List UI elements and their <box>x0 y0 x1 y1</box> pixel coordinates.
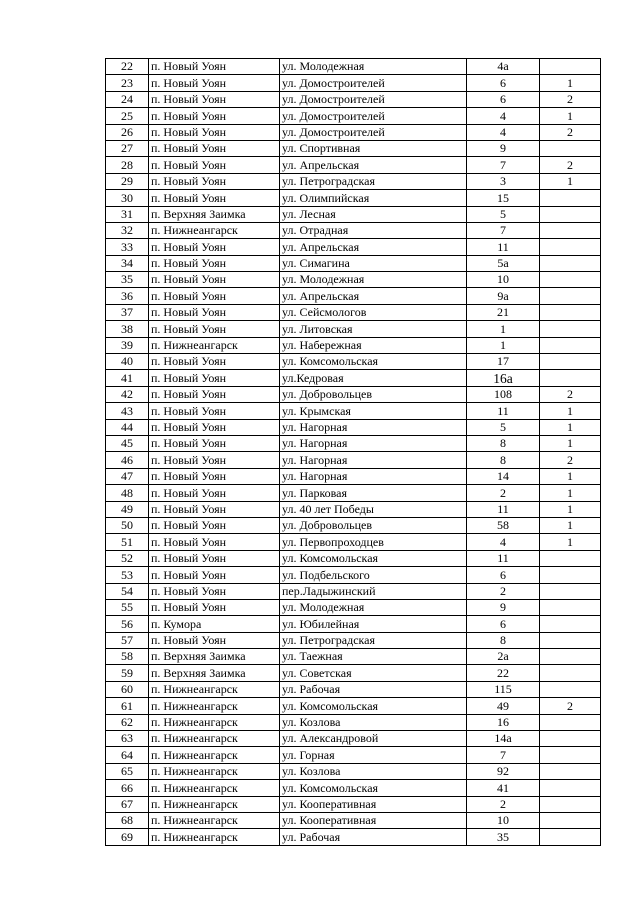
table-row <box>106 812 601 828</box>
extra-number-cell <box>540 681 601 697</box>
settlement-cell: п. Новый Уоян <box>149 173 280 189</box>
house-number-cell: 35 <box>467 829 540 845</box>
house-number-cell: 4 <box>467 534 540 550</box>
settlement-cell: п. Нижнеангарск <box>149 796 280 812</box>
extra-number-cell: 1 <box>540 403 601 419</box>
table-row <box>106 583 601 599</box>
street-cell: ул. Козлова <box>280 714 467 730</box>
table-row <box>106 599 601 615</box>
house-number-cell: 6 <box>467 616 540 632</box>
street-cell: ул. Молодежная <box>280 59 467 75</box>
row-number-cell: 31 <box>106 206 149 222</box>
table-row <box>106 370 601 386</box>
extra-number-cell <box>540 780 601 796</box>
house-number-cell: 3 <box>467 173 540 189</box>
row-number-cell: 67 <box>106 796 149 812</box>
address-table <box>105 58 601 846</box>
table-row <box>106 632 601 648</box>
extra-number-cell: 2 <box>540 157 601 173</box>
settlement-cell: п. Новый Уоян <box>149 157 280 173</box>
row-number-cell: 37 <box>106 304 149 320</box>
street-cell: ул. Таежная <box>280 649 467 665</box>
row-number-cell: 38 <box>106 321 149 337</box>
extra-number-cell: 1 <box>540 108 601 124</box>
table-row <box>106 321 601 337</box>
row-number-cell: 52 <box>106 550 149 566</box>
extra-number-cell <box>540 337 601 353</box>
street-cell: ул. Комсомольская <box>280 354 467 370</box>
settlement-cell: п. Нижнеангарск <box>149 714 280 730</box>
house-number-cell: 4 <box>467 124 540 140</box>
extra-number-cell: 1 <box>540 173 601 189</box>
extra-number-cell <box>540 731 601 747</box>
table-row <box>106 681 601 697</box>
extra-number-cell <box>540 304 601 320</box>
table-row <box>106 419 601 435</box>
street-cell: ул. Молодежная <box>280 272 467 288</box>
street-cell: ул. Добровольцев <box>280 517 467 533</box>
street-cell: ул. Советская <box>280 665 467 681</box>
settlement-cell: п. Нижнеангарск <box>149 222 280 238</box>
table-row <box>106 780 601 796</box>
settlement-cell: п. Новый Уоян <box>149 567 280 583</box>
extra-number-cell: 1 <box>540 501 601 517</box>
row-number-cell: 29 <box>106 173 149 189</box>
settlement-cell: п. Новый Уоян <box>149 255 280 271</box>
table-row <box>106 108 601 124</box>
street-cell: ул. Сейсмологов <box>280 304 467 320</box>
extra-number-cell <box>540 206 601 222</box>
extra-number-cell <box>540 370 601 386</box>
table-row <box>106 403 601 419</box>
house-number-cell: 6 <box>467 567 540 583</box>
row-number-cell: 22 <box>106 59 149 75</box>
extra-number-cell: 1 <box>540 517 601 533</box>
extra-number-cell <box>540 550 601 566</box>
street-cell: ул. Рабочая <box>280 681 467 697</box>
street-cell: ул. Молодежная <box>280 599 467 615</box>
house-number-cell: 11 <box>467 239 540 255</box>
table-row <box>106 452 601 468</box>
table-row <box>106 714 601 730</box>
settlement-cell: п. Новый Уоян <box>149 304 280 320</box>
house-number-cell: 1 <box>467 321 540 337</box>
house-number-cell: 16 <box>467 714 540 730</box>
extra-number-cell <box>540 649 601 665</box>
street-cell: ул. Апрельская <box>280 157 467 173</box>
house-number-cell: 92 <box>467 763 540 779</box>
table-body <box>106 59 601 846</box>
settlement-cell: п. Новый Уоян <box>149 59 280 75</box>
street-cell: ул. Спортивная <box>280 140 467 156</box>
extra-number-cell <box>540 59 601 75</box>
row-number-cell: 33 <box>106 239 149 255</box>
settlement-cell: п. Новый Уоян <box>149 550 280 566</box>
extra-number-cell: 2 <box>540 698 601 714</box>
table-row <box>106 288 601 304</box>
house-number-cell: 15 <box>467 190 540 206</box>
house-number-cell: 22 <box>467 665 540 681</box>
settlement-cell: п. Нижнеангарск <box>149 829 280 845</box>
row-number-cell: 26 <box>106 124 149 140</box>
settlement-cell: п. Новый Уоян <box>149 272 280 288</box>
table-row <box>106 731 601 747</box>
table-row <box>106 91 601 107</box>
table-row <box>106 665 601 681</box>
house-number-cell: 10 <box>467 812 540 828</box>
street-cell: ул.Кедровая <box>280 370 467 386</box>
extra-number-cell <box>540 239 601 255</box>
house-number-cell: 10 <box>467 272 540 288</box>
settlement-cell: п. Новый Уоян <box>149 386 280 402</box>
house-number-cell: 21 <box>467 304 540 320</box>
house-number-cell: 11 <box>467 403 540 419</box>
table-row <box>106 75 601 91</box>
table-row <box>106 616 601 632</box>
settlement-cell: п. Новый Уоян <box>149 321 280 337</box>
extra-number-cell <box>540 616 601 632</box>
extra-number-cell <box>540 567 601 583</box>
table-row <box>106 337 601 353</box>
table-row <box>106 501 601 517</box>
house-number-cell: 16а <box>467 370 540 386</box>
street-cell: ул. Олимпийская <box>280 190 467 206</box>
street-cell: ул. Нагорная <box>280 435 467 451</box>
house-number-cell: 108 <box>467 386 540 402</box>
settlement-cell: п. Новый Уоян <box>149 485 280 501</box>
house-number-cell: 115 <box>467 681 540 697</box>
extra-number-cell: 2 <box>540 91 601 107</box>
extra-number-cell <box>540 255 601 271</box>
extra-number-cell <box>540 796 601 812</box>
row-number-cell: 41 <box>106 370 149 386</box>
row-number-cell: 32 <box>106 222 149 238</box>
row-number-cell: 60 <box>106 681 149 697</box>
street-cell: ул. Кооперативная <box>280 796 467 812</box>
settlement-cell: п. Новый Уоян <box>149 75 280 91</box>
settlement-cell: п. Новый Уоян <box>149 140 280 156</box>
extra-number-cell: 1 <box>540 468 601 484</box>
street-cell: ул. Симагина <box>280 255 467 271</box>
house-number-cell: 17 <box>467 354 540 370</box>
house-number-cell: 8 <box>467 452 540 468</box>
settlement-cell: п. Новый Уоян <box>149 419 280 435</box>
street-cell: ул. Александровой <box>280 731 467 747</box>
house-number-cell: 14 <box>467 468 540 484</box>
street-cell: ул. Козлова <box>280 763 467 779</box>
row-number-cell: 63 <box>106 731 149 747</box>
extra-number-cell: 2 <box>540 386 601 402</box>
house-number-cell: 5 <box>467 419 540 435</box>
house-number-cell: 5 <box>467 206 540 222</box>
house-number-cell: 2 <box>467 583 540 599</box>
street-cell: ул. Добровольцев <box>280 386 467 402</box>
settlement-cell: п. Нижнеангарск <box>149 681 280 697</box>
street-cell: ул. Петроградская <box>280 173 467 189</box>
extra-number-cell <box>540 288 601 304</box>
street-cell: ул. Крымская <box>280 403 467 419</box>
extra-number-cell <box>540 222 601 238</box>
house-number-cell: 58 <box>467 517 540 533</box>
extra-number-cell <box>540 812 601 828</box>
extra-number-cell <box>540 763 601 779</box>
house-number-cell: 7 <box>467 157 540 173</box>
house-number-cell: 4а <box>467 59 540 75</box>
table-row <box>106 567 601 583</box>
street-cell: ул. Комсомольская <box>280 780 467 796</box>
table-row <box>106 485 601 501</box>
extra-number-cell: 1 <box>540 75 601 91</box>
extra-number-cell: 1 <box>540 435 601 451</box>
table-row <box>106 386 601 402</box>
street-cell: ул. Набережная <box>280 337 467 353</box>
street-cell: пер.Ладыжинский <box>280 583 467 599</box>
street-cell: ул. Нагорная <box>280 419 467 435</box>
street-cell: ул. Первопроходцев <box>280 534 467 550</box>
extra-number-cell: 2 <box>540 452 601 468</box>
extra-number-cell: 2 <box>540 124 601 140</box>
table-row <box>106 222 601 238</box>
house-number-cell: 6 <box>467 75 540 91</box>
row-number-cell: 39 <box>106 337 149 353</box>
settlement-cell: п. Новый Уоян <box>149 468 280 484</box>
row-number-cell: 61 <box>106 698 149 714</box>
table-row <box>106 157 601 173</box>
settlement-cell: п. Верхняя Заимка <box>149 649 280 665</box>
row-number-cell: 59 <box>106 665 149 681</box>
street-cell: ул. 40 лет Победы <box>280 501 467 517</box>
street-cell: ул. Лесная <box>280 206 467 222</box>
table-row <box>106 550 601 566</box>
extra-number-cell: 1 <box>540 485 601 501</box>
extra-number-cell <box>540 140 601 156</box>
settlement-cell: п. Новый Уоян <box>149 583 280 599</box>
house-number-cell: 2 <box>467 485 540 501</box>
street-cell: ул. Домостроителей <box>280 91 467 107</box>
extra-number-cell <box>540 321 601 337</box>
table-row <box>106 255 601 271</box>
settlement-cell: п. Новый Уоян <box>149 124 280 140</box>
row-number-cell: 24 <box>106 91 149 107</box>
street-cell: ул. Домостроителей <box>280 108 467 124</box>
table-row <box>106 206 601 222</box>
house-number-cell: 49 <box>467 698 540 714</box>
row-number-cell: 25 <box>106 108 149 124</box>
table-row <box>106 763 601 779</box>
extra-number-cell: 1 <box>540 419 601 435</box>
house-number-cell: 9 <box>467 140 540 156</box>
extra-number-cell <box>540 354 601 370</box>
row-number-cell: 36 <box>106 288 149 304</box>
table-row <box>106 829 601 845</box>
street-cell: ул. Кооперативная <box>280 812 467 828</box>
extra-number-cell <box>540 829 601 845</box>
settlement-cell: п. Нижнеангарск <box>149 763 280 779</box>
street-cell: ул. Рабочая <box>280 829 467 845</box>
settlement-cell: п. Новый Уоян <box>149 239 280 255</box>
settlement-cell: п. Новый Уоян <box>149 403 280 419</box>
house-number-cell: 9 <box>467 599 540 615</box>
row-number-cell: 44 <box>106 419 149 435</box>
row-number-cell: 62 <box>106 714 149 730</box>
row-number-cell: 42 <box>106 386 149 402</box>
house-number-cell: 5а <box>467 255 540 271</box>
row-number-cell: 68 <box>106 812 149 828</box>
row-number-cell: 49 <box>106 501 149 517</box>
settlement-cell: п. Новый Уоян <box>149 632 280 648</box>
row-number-cell: 66 <box>106 780 149 796</box>
street-cell: ул. Отрадная <box>280 222 467 238</box>
table-row <box>106 517 601 533</box>
row-number-cell: 50 <box>106 517 149 533</box>
street-cell: ул. Домостроителей <box>280 124 467 140</box>
street-cell: ул. Юбилейная <box>280 616 467 632</box>
settlement-cell: п. Нижнеангарск <box>149 698 280 714</box>
settlement-cell: п. Новый Уоян <box>149 501 280 517</box>
settlement-cell: п. Новый Уоян <box>149 354 280 370</box>
house-number-cell: 14а <box>467 731 540 747</box>
row-number-cell: 28 <box>106 157 149 173</box>
settlement-cell: п. Новый Уоян <box>149 190 280 206</box>
settlement-cell: п. Новый Уоян <box>149 452 280 468</box>
house-number-cell: 2а <box>467 649 540 665</box>
house-number-cell: 9а <box>467 288 540 304</box>
settlement-cell: п. Верхняя Заимка <box>149 206 280 222</box>
street-cell: ул. Апрельская <box>280 239 467 255</box>
house-number-cell: 8 <box>467 632 540 648</box>
settlement-cell: п. Новый Уоян <box>149 108 280 124</box>
row-number-cell: 30 <box>106 190 149 206</box>
house-number-cell: 6 <box>467 91 540 107</box>
row-number-cell: 47 <box>106 468 149 484</box>
street-cell: ул. Парковая <box>280 485 467 501</box>
house-number-cell: 7 <box>467 747 540 763</box>
street-cell: ул. Нагорная <box>280 468 467 484</box>
row-number-cell: 53 <box>106 567 149 583</box>
extra-number-cell <box>540 747 601 763</box>
street-cell: ул. Нагорная <box>280 452 467 468</box>
settlement-cell: п. Нижнеангарск <box>149 337 280 353</box>
table-row <box>106 239 601 255</box>
row-number-cell: 54 <box>106 583 149 599</box>
house-number-cell: 2 <box>467 796 540 812</box>
row-number-cell: 46 <box>106 452 149 468</box>
table-row <box>106 747 601 763</box>
street-cell: ул. Горная <box>280 747 467 763</box>
table-row <box>106 796 601 812</box>
settlement-cell: п. Новый Уоян <box>149 534 280 550</box>
house-number-cell: 8 <box>467 435 540 451</box>
table-row <box>106 435 601 451</box>
settlement-cell: п. Верхняя Заимка <box>149 665 280 681</box>
house-number-cell: 1 <box>467 337 540 353</box>
table-row <box>106 173 601 189</box>
settlement-cell: п. Новый Уоян <box>149 288 280 304</box>
settlement-cell: п. Новый Уоян <box>149 517 280 533</box>
table-row <box>106 468 601 484</box>
table-row <box>106 272 601 288</box>
settlement-cell: п. Кумора <box>149 616 280 632</box>
extra-number-cell <box>540 665 601 681</box>
row-number-cell: 64 <box>106 747 149 763</box>
row-number-cell: 34 <box>106 255 149 271</box>
row-number-cell: 57 <box>106 632 149 648</box>
house-number-cell: 41 <box>467 780 540 796</box>
table-row <box>106 124 601 140</box>
row-number-cell: 58 <box>106 649 149 665</box>
row-number-cell: 56 <box>106 616 149 632</box>
row-number-cell: 69 <box>106 829 149 845</box>
row-number-cell: 51 <box>106 534 149 550</box>
table-row <box>106 59 601 75</box>
settlement-cell: п. Новый Уоян <box>149 599 280 615</box>
settlement-cell: п. Нижнеангарск <box>149 731 280 747</box>
row-number-cell: 65 <box>106 763 149 779</box>
row-number-cell: 40 <box>106 354 149 370</box>
row-number-cell: 23 <box>106 75 149 91</box>
extra-number-cell <box>540 272 601 288</box>
table-row <box>106 649 601 665</box>
street-cell: ул. Петроградская <box>280 632 467 648</box>
settlement-cell: п. Нижнеангарск <box>149 812 280 828</box>
table-row <box>106 190 601 206</box>
settlement-cell: п. Новый Уоян <box>149 370 280 386</box>
house-number-cell: 7 <box>467 222 540 238</box>
extra-number-cell <box>540 632 601 648</box>
house-number-cell: 11 <box>467 550 540 566</box>
document-page <box>105 58 601 846</box>
extra-number-cell <box>540 599 601 615</box>
street-cell: ул. Подбельского <box>280 567 467 583</box>
house-number-cell: 4 <box>467 108 540 124</box>
street-cell: ул. Комсомольская <box>280 698 467 714</box>
settlement-cell: п. Новый Уоян <box>149 435 280 451</box>
row-number-cell: 45 <box>106 435 149 451</box>
table-row <box>106 534 601 550</box>
extra-number-cell <box>540 190 601 206</box>
house-number-cell: 11 <box>467 501 540 517</box>
table-row <box>106 354 601 370</box>
row-number-cell: 48 <box>106 485 149 501</box>
row-number-cell: 27 <box>106 140 149 156</box>
row-number-cell: 35 <box>106 272 149 288</box>
row-number-cell: 55 <box>106 599 149 615</box>
row-number-cell: 43 <box>106 403 149 419</box>
settlement-cell: п. Нижнеангарск <box>149 747 280 763</box>
street-cell: ул. Литовская <box>280 321 467 337</box>
settlement-cell: п. Новый Уоян <box>149 91 280 107</box>
street-cell: ул. Домостроителей <box>280 75 467 91</box>
street-cell: ул. Комсомольская <box>280 550 467 566</box>
table-row <box>106 140 601 156</box>
extra-number-cell <box>540 583 601 599</box>
extra-number-cell: 1 <box>540 534 601 550</box>
street-cell: ул. Апрельская <box>280 288 467 304</box>
table-row <box>106 304 601 320</box>
extra-number-cell <box>540 714 601 730</box>
table-row <box>106 698 601 714</box>
settlement-cell: п. Нижнеангарск <box>149 780 280 796</box>
